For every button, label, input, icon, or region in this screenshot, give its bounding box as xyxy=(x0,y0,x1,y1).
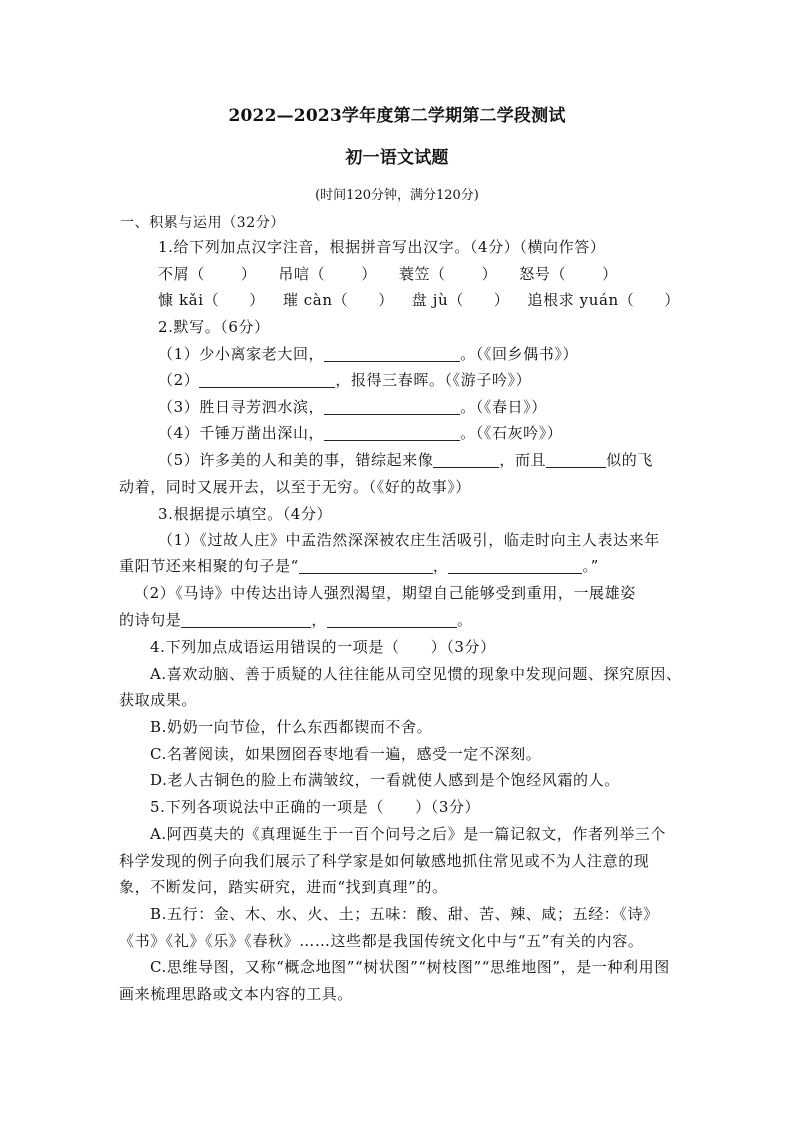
q2-text: （5）许多美的人和美的事，错综起来像 xyxy=(158,451,434,469)
question-5-option-a-cont-2: 象，不断发问，踏实研究，进而“找到真理”的。 xyxy=(119,878,448,896)
q1-item: ） xyxy=(493,291,510,309)
question-5-option-a-cont: 科学发现的例子向我们展示了科学家是如何敏感地抓住常见或不为人注意的现 xyxy=(119,852,650,870)
q3-text: 的诗句是 xyxy=(119,611,182,629)
q2-text: （2） xyxy=(158,371,200,389)
answer-blank[interactable] xyxy=(448,557,582,574)
question-5-prompt: 5.下列各项说法中正确的一项是（ ）（3分） xyxy=(150,798,481,816)
answer-blank[interactable] xyxy=(299,557,433,574)
q1-item: 不屑（ xyxy=(158,265,205,283)
question-1-row-2 xyxy=(158,290,680,310)
q3-text: 重阳节还来相聚的句子是“ xyxy=(119,557,299,575)
q2-text: 。（《回乡偶书》） xyxy=(460,345,579,363)
q2-text: （4）千锤万凿出深山， xyxy=(158,424,325,442)
question-5-option-c-cont: 画来梳理思路或文本内容的工具。 xyxy=(119,985,354,1003)
question-4-option-c: C.名著阅读，如果囫囵吞枣地看一遍，感受一定不深刻。 xyxy=(150,745,542,763)
answer-blank[interactable] xyxy=(199,371,335,388)
q1-item: ） xyxy=(602,265,618,283)
exam-subtitle: 初一语文试题 xyxy=(345,148,449,168)
q2-text: ，报得三春晖。（《游子吟》） xyxy=(335,371,532,389)
question-5-option-c: C.思维导图，又称“概念地图”“树状图”“树枝图”“思维地图”，是一种利用图 xyxy=(150,958,670,976)
answer-blank[interactable] xyxy=(181,611,311,628)
question-2-prompt: 2.默写。（6分） xyxy=(158,318,270,336)
exam-title: 2022—2023学年度第二学期第二学段测试 xyxy=(228,106,566,126)
q3-text: 。 xyxy=(457,611,473,629)
question-1-prompt: 1.给下列加点汉字注音，根据拼音写出汉字。（4分）（横向作答） xyxy=(158,238,606,256)
q2-text: 似的飞 xyxy=(606,451,653,469)
q1-item: ） xyxy=(249,291,265,309)
question-2-line-1 xyxy=(158,344,578,364)
question-2-line-5 xyxy=(158,450,653,470)
q1-item: ） xyxy=(378,291,394,309)
q1-item: ） xyxy=(664,291,681,309)
question-5-option-a: A.阿西莫夫的《真理诞生于一百个问号之后》是一篇记叙文，作者列举三个 xyxy=(150,825,667,843)
question-1-row-1 xyxy=(158,264,618,284)
q1-item: 怒号（ xyxy=(519,265,567,283)
q2-text: 。（《石灰吟》） xyxy=(460,424,563,442)
question-4-option-a-cont: 获取成果。 xyxy=(119,691,198,709)
question-3-sub-1-cont xyxy=(119,556,599,576)
q1-item: ） xyxy=(240,265,257,283)
question-2-line-5-cont: 动着，同时又展开去，以至于无穷。（《好的故事》） xyxy=(119,478,471,496)
q1-item: 璀 càn（ xyxy=(282,291,349,309)
answer-blank[interactable] xyxy=(324,345,460,362)
q2-text: （3）胜日寻芳泗水滨， xyxy=(158,398,325,416)
question-4-option-a: A.喜欢动脑、善于质疑的人往往能从司空见惯的现象中发现问题、探究原因、 xyxy=(150,665,682,683)
answer-blank[interactable] xyxy=(327,611,457,628)
question-4-prompt: 4.下列加点成语运用错误的一项是（ ）（3分） xyxy=(150,638,496,656)
q2-text: ，而且 xyxy=(499,451,547,469)
q1-item: ） xyxy=(361,265,377,283)
question-4-option-d: D.老人古铜色的脸上布满皱纹，一看就使人感到是个饱经风霜的人。 xyxy=(150,771,620,789)
exam-time-note: (时间120分钟，满分120分) xyxy=(315,188,479,203)
q2-text: （1）少小离家老大回， xyxy=(158,345,325,363)
q3-text: ， xyxy=(311,611,328,629)
question-3-sub-2: （2）《马诗》中传达出诗人强烈渴望，期望自己能够受到重用，一展雄姿 xyxy=(134,584,636,602)
q1-item: ） xyxy=(481,265,498,283)
q3-text: ， xyxy=(432,557,449,575)
q2-text: 。（《春日》） xyxy=(460,398,547,416)
question-3-prompt: 3.根据提示填空。（4分） xyxy=(158,505,333,523)
answer-blank[interactable] xyxy=(546,451,606,468)
question-5-option-b-cont: 《书》《礼》《乐》《春秋》……这些都是我国传统文化中与“五”有关的内容。 xyxy=(119,932,644,950)
q1-item: 追根求 yuán（ xyxy=(527,291,635,309)
question-2-line-4 xyxy=(158,423,562,443)
q1-item: 吊唁（ xyxy=(278,265,326,283)
answer-blank[interactable] xyxy=(324,424,460,441)
section-heading: 一、积累与运用（32分） xyxy=(120,215,286,231)
question-5-option-b: B.五行：金、木、水、火、土；五味：酸、甜、苦、辣、咸；五经：《诗》 xyxy=(150,905,659,923)
q1-item: 慷 kǎi（ xyxy=(158,291,220,309)
question-2-line-3 xyxy=(158,397,547,417)
q1-item: 盘 jù（ xyxy=(411,291,464,309)
answer-blank[interactable] xyxy=(324,398,460,415)
question-3-sub-1: （1）《过故人庄》中孟浩然深深被农庄生活吸引，临走时向主人表达来年 xyxy=(158,531,660,549)
q3-text: 。” xyxy=(582,557,599,575)
question-3-sub-2-cont xyxy=(119,610,473,630)
question-2-line-2 xyxy=(158,370,531,390)
answer-blank[interactable] xyxy=(433,451,499,468)
question-4-option-b: B.奶奶一向节俭，什么东西都锲而不舍。 xyxy=(150,718,433,736)
q1-item: 蓑笠（ xyxy=(398,265,446,283)
